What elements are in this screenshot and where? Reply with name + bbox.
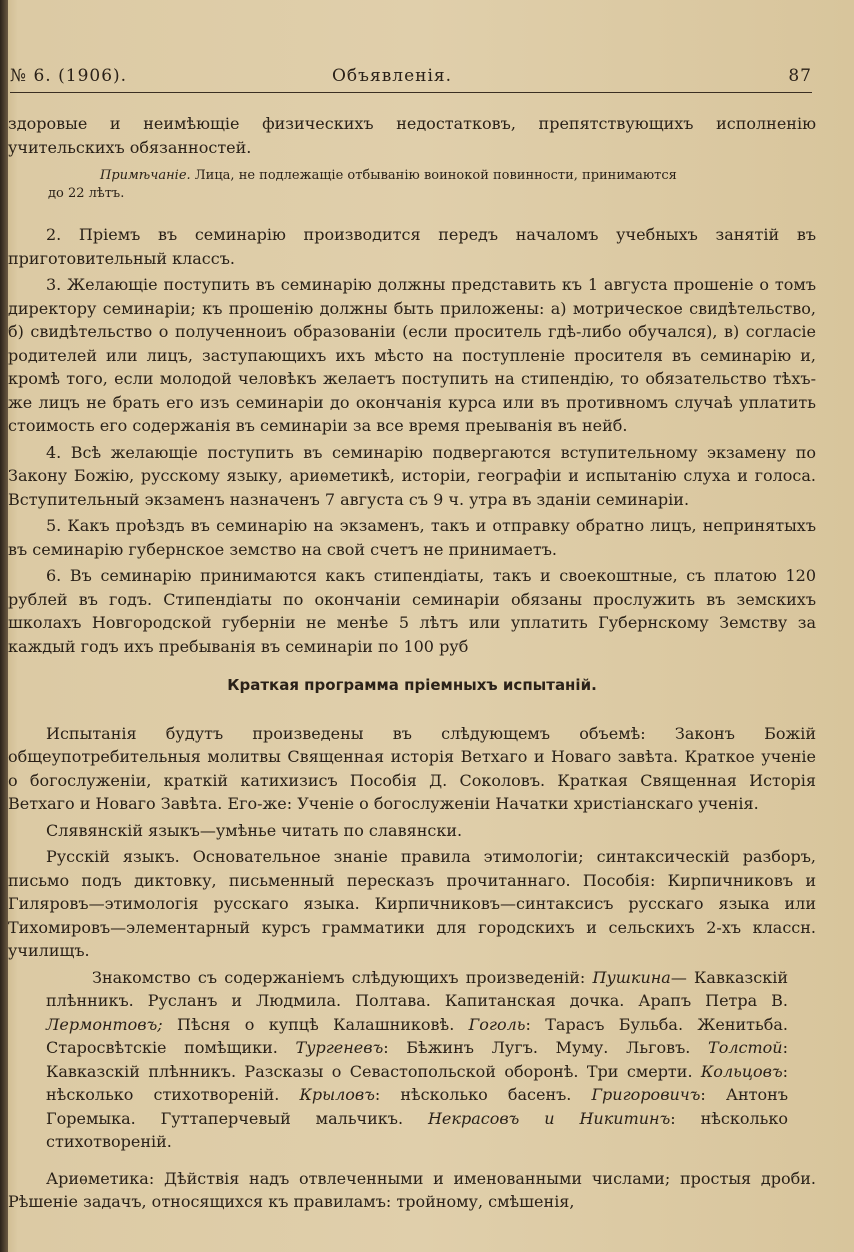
rule-item-4: 4. Всѣ желающіе поступить въ семинарію подвергаются вступительному экзамену по Закону Божію, русскому языку, ариѳметикѣ, исторіи, географіи и испытанію слуха и голоса. Вступительный экзаменъ назначенъ 7 августа съ 9 ч. утра въ зданіи семинаріи. [8, 442, 816, 509]
author-name: Некрасовъ и Никитинъ [427, 1108, 671, 1128]
spacer [8, 1157, 816, 1167]
lit-text: : нѣсколько стихотвореній. [46, 1061, 788, 1104]
program-heading: Краткая программа пріемныхъ испытаній. [227, 676, 597, 694]
author-name: Крыловъ [299, 1085, 375, 1104]
lit-text: : Тарасъ Бульба. Женитьба. Старосвѣтскіе помѣщики. [46, 1014, 788, 1057]
author-name: Григоровичъ [591, 1085, 701, 1104]
lit-text: Пѣсня о купцѣ Калашниковѣ. [162, 1014, 469, 1034]
lit-text: : Антонъ Горемыка. Гуттаперчевый мальчикъ. [46, 1085, 788, 1128]
rule-item-3: 3. Желающіе поступить въ семинарію должны представить къ 1 августа прошеніе о томъ директору семинаріи; къ прошенію должны быть приложены: а) мотрическое свидѣтельство, б) свидѣтельство о полученноиъ образованіи (если проситель гдѣ-либо обучался), в) согласіе родителей или лицъ, заступающихъ ихъ мѣсто на поступленіе просителя въ семинарію и, кромѣ того, если молодой человѣкъ желаетъ поступить на стипендію, то обязательство тѣхъ-же лицъ не брать его изъ семинаріи до окончанія курса или въ противномъ случаѣ уплатить стоимость его содержанія въ семинаріи за все время прeыванія въ нейб. [8, 275, 816, 435]
lit-text: — Кавказскій плѣнникъ. Русланъ и Людмила. Полтава. Капитанская дочка. Арапъ Петра В. [46, 967, 788, 1010]
rule-item-2: 2. Пріемъ въ семинарію производится передъ началомъ учебныхъ занятій въ приготовительный классъ. [8, 225, 816, 268]
lit-text: Знакомство съ содержаніемъ слѣдующихъ произведеній: [92, 967, 593, 987]
page-number: 87 [788, 66, 812, 86]
note-text: Лица, не подлежащіе отбыванію воинокой повинности, принимаются [190, 168, 677, 183]
author-name: Пушкина [592, 967, 671, 987]
note-paragraph-end: до 22 лѣтъ. [48, 186, 125, 201]
program-arithmetic: Ариѳметика: Дѣйствія надъ отвлеченными и именованными числами; простыя дроби. Рѣшеніе задачъ, относящихся къ правиламъ: тройному, смѣшенія, [8, 1168, 816, 1211]
literature-block [8, 966, 816, 1154]
paragraph-continuation: здоровые и неимѣющіе физическихъ недостатковъ, препятствующихъ исполненію учительскихъ обязанностей. [8, 114, 816, 157]
lit-text: : нѣсколько стихотвореній. [46, 1108, 788, 1151]
note-label: Примѣчаніе. [100, 168, 191, 183]
program-russian: Русскій языкъ. Основательное знаніе правила этимологіи; синтаксическій разборъ, письмо подъ диктовку, письменный пересказъ прочитаннаго. Пособія: Кирпичниковъ и Гиляровъ—этимологія русскаго языка. Кирпичниковъ—синтаксисъ русскаго языка или Тихомировъ—элементарный курсъ грамматики для городскихъ и сельскихъ 2-хъ классн. училищъ. [8, 847, 816, 960]
author-name: Гоголь [468, 1014, 526, 1034]
rule-item-6: 6. Въ семинарію принимаются какъ стипендіаты, такъ и своекоштные, съ платою 120 рублей въ годъ. Стипендіаты по окончаніи семинаріи обязаны прослужить въ земскихъ школахъ Новгородской губерніи не менѣе 5 лѣтъ или уплатить Губернскому Земству за каждый годъ ихъ пребыванія въ семинаріи по 100 руб [8, 566, 816, 656]
section-title: Объявленія. [332, 66, 453, 86]
author-name: Толстой [708, 1038, 783, 1057]
author-name: Тургеневъ [295, 1038, 384, 1057]
lit-text: : Бѣжинъ Лугъ. Муму. Льговъ. [383, 1038, 709, 1057]
issue-number: № 6. (1906). [10, 66, 128, 86]
note-paragraph [8, 167, 816, 185]
literature-paragraph [46, 966, 788, 1154]
page-header [10, 62, 812, 92]
book-spine-edge [0, 0, 8, 1252]
header-rule [10, 92, 812, 93]
author-name: Лермонтовъ; [46, 1014, 163, 1034]
program-religion: Испытанія будутъ произведены въ слѣдующемъ объемѣ: Законъ Божій общеупотребительныя молитвы Священная исторія Ветхаго и Новаго завѣта. Краткое ученіе о богослуженіи, краткій катихизисъ Пособія Д. Соколовъ. Краткая Священная Исторія Ветхаго и Новаго Завѣта. Его-же: Ученіе о богослуженіи Начатки христіанскаго ученія. [8, 723, 816, 813]
lit-text: : нѣсколько басенъ. [374, 1085, 592, 1104]
program-slavonic: Слявянскій языкъ—умѣнье читать по славянски. [46, 820, 463, 840]
author-name: Кольцовъ [700, 1061, 783, 1081]
page-body [8, 112, 816, 1217]
lit-text: : Кавказскій плѣнникъ. Разсказы о Севастопольской оборонѣ. Три смерти. [46, 1038, 788, 1081]
rule-item-5: 5. Какъ проѣздъ въ семинарію на экзаменъ, такъ и отправку обратно лицъ, непринятыхъ въ семинарію губернское земство на свой счетъ не принимаетъ. [8, 516, 816, 559]
